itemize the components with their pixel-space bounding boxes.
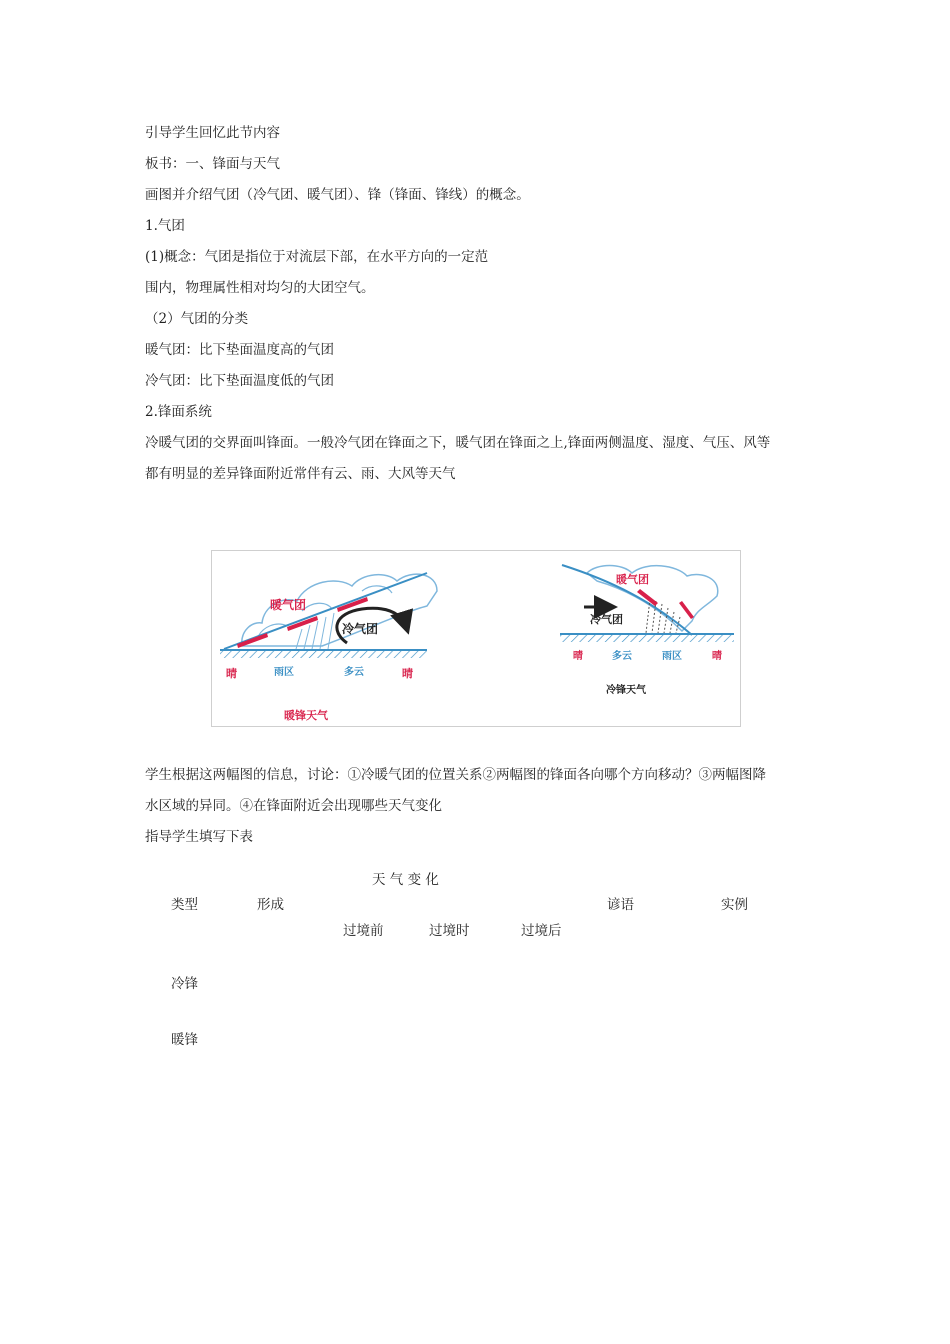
- ground-label-rain: 雨区: [274, 667, 294, 678]
- table-header-proverb: 谚语: [607, 897, 634, 913]
- paragraph: 都有明显的差异锋面附近常伴有云、雨、大风等天气: [145, 466, 456, 482]
- cold-front-ground: [560, 635, 734, 642]
- discussion-paragraph: 水区域的异同。④在锋面附近会出现哪些天气变化: [145, 798, 442, 814]
- cold-air-mass-label: 冷气团: [342, 622, 379, 636]
- table-header-example: 实例: [721, 897, 748, 913]
- paragraph: 1.气团: [145, 218, 185, 234]
- cold-air-mass-label: 冷气团: [590, 613, 623, 626]
- warm-front-caption: 暖锋天气: [284, 709, 328, 722]
- paragraph: 冷气团：比下垫面温度低的气团: [145, 373, 334, 389]
- warm-front-ground: [220, 651, 427, 658]
- front-diagram-figure: [211, 550, 741, 727]
- ground-label-clear: 晴: [573, 651, 583, 662]
- ground-label-clear: 晴: [402, 667, 413, 680]
- warm-front-diagram: [220, 573, 437, 722]
- table-subheader-after: 过境后: [521, 923, 562, 939]
- paragraph: 引导学生回忆此节内容: [145, 125, 280, 141]
- discussion-paragraph: 学生根据这两幅图的信息，讨论：①冷暖气团的位置关系②两幅图的锋面各向哪个方向移动？③两幅图降: [145, 767, 766, 783]
- cold-front-diagram: [560, 565, 734, 696]
- paragraph: 2.锋面系统: [145, 404, 212, 420]
- cold-front-caption: 冷锋天气: [606, 685, 646, 696]
- table-row-warm-front: 暖锋: [171, 1032, 198, 1048]
- table-group-header: 天 气 变 化: [372, 872, 439, 888]
- paragraph: 板书：一、锋面与天气: [145, 156, 280, 172]
- paragraph: 暖气团：比下垫面温度高的气团: [145, 342, 334, 358]
- paragraph: (1)概念：气团是指位于对流层下部，在水平方向的一定范: [145, 249, 489, 265]
- paragraph: 冷暖气团的交界面叫锋面。一般冷气团在锋面之下，暖气团在锋面之上,锋面两侧温度、湿度、气压、风等: [145, 435, 771, 451]
- ground-label-clear: 晴: [226, 667, 237, 680]
- paragraph: 围内，物理属性相对均匀的大团空气。: [145, 280, 375, 296]
- table-header-type: 类型: [171, 897, 198, 913]
- warm-air-mass-label: 暖气团: [270, 598, 307, 612]
- table-row-cold-front: 冷锋: [171, 976, 198, 992]
- paragraph: 画图并介绍气团（冷气团、暖气团）、锋（锋面、锋线）的概念。: [145, 187, 530, 203]
- ground-label-cloudy: 多云: [344, 667, 364, 678]
- table-subheader-before: 过境前: [343, 923, 384, 939]
- instruction-text: 指导学生填写下表: [145, 829, 253, 845]
- warm-air-mass-label: 暖气团: [616, 573, 649, 586]
- ground-label-rain: 雨区: [662, 651, 682, 662]
- table-subheader-during: 过境时: [429, 923, 470, 939]
- ground-label-clear: 晴: [712, 651, 722, 662]
- ground-label-cloudy: 多云: [612, 651, 632, 662]
- table-header-formation: 形成: [257, 897, 284, 913]
- paragraph: （2）气团的分类: [145, 311, 249, 327]
- warm-front-surface: [224, 573, 427, 649]
